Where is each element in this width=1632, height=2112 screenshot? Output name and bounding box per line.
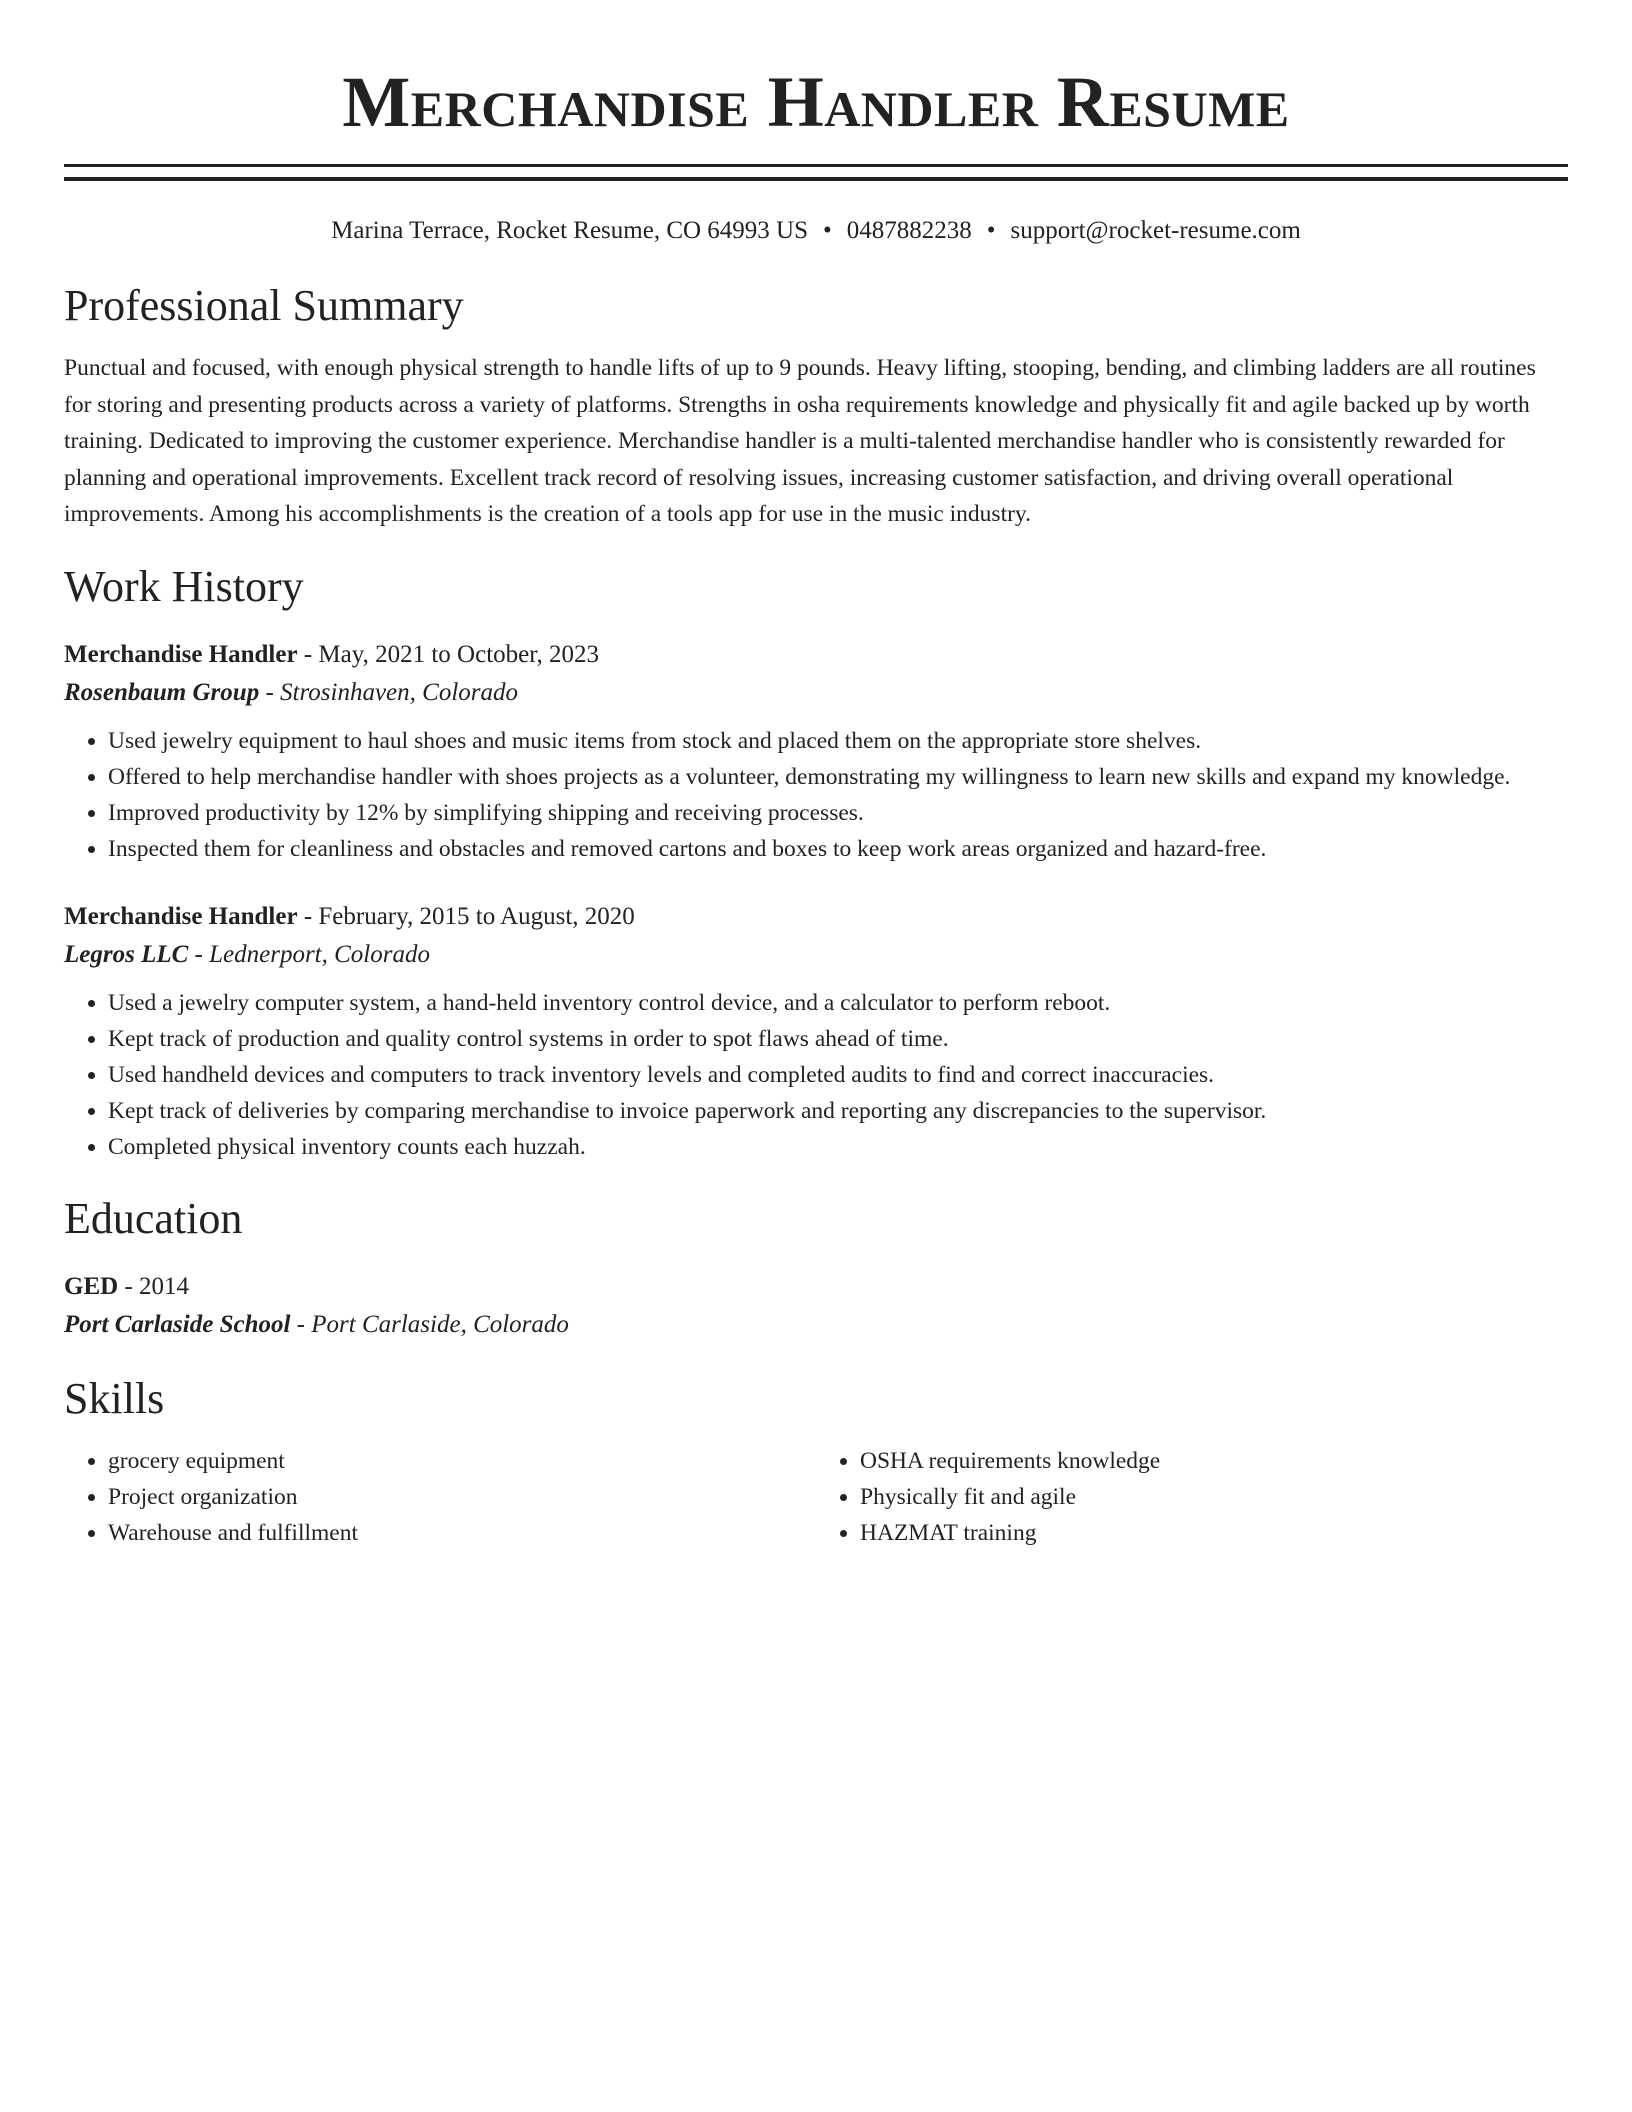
summary-heading: Professional Summary [64, 281, 464, 330]
contact-email: support@rocket-resume.com [1010, 217, 1301, 244]
job-entry [64, 899, 1568, 1165]
contact-address: Marina Terrace, Rocket Resume, CO 64993 US [331, 217, 808, 244]
employer-dash: - [259, 678, 281, 706]
job-title: Merchandise Handler [64, 902, 298, 930]
job-title: Merchandise Handler [64, 640, 298, 668]
skill-item: • Warehouse and fulfillment [108, 1515, 816, 1551]
skill-item: • Physically fit and agile [860, 1479, 1568, 1515]
school-location: Port Carlaside, Colorado [311, 1310, 569, 1338]
job-dash: - [297, 640, 319, 668]
job-dash: - [297, 902, 319, 930]
title-double-rule [64, 164, 1568, 181]
job-bullet: • Offered to help merchandise handler with shoes projects as a volunteer, demonstrating my willingness to learn new skills and expand my knowledge. [108, 759, 1568, 795]
degree-dash: - [118, 1272, 140, 1300]
employer-location: Lednerport, Colorado [209, 940, 430, 968]
job-dates: May, 2021 to October, 2023 [318, 640, 600, 668]
contact-separator: • [986, 217, 996, 244]
degree-year: 2014 [139, 1272, 190, 1300]
job-bullet: • Used jewelry equipment to haul shoes and music items from stock and placed them on the appropriate store shelves. [108, 723, 1568, 759]
employer-dash: - [188, 940, 210, 968]
job-bullets [64, 723, 1568, 867]
skills-list [816, 1443, 1568, 1551]
job-bullet: • Inspected them for cleanliness and obstacles and removed cartons and boxes to keep work areas organized and hazard-free. [108, 831, 1568, 867]
job-bullet: • Kept track of production and quality control systems in order to spot flaws ahead of time. [108, 1021, 1568, 1057]
job-bullet: • Completed physical inventory counts each huzzah. [108, 1129, 1568, 1165]
job-bullet: • Used a jewelry computer system, a hand-held inventory control device, and a calculator to perform reboot. [108, 985, 1568, 1021]
job-title-line [64, 899, 1568, 935]
school-line [64, 1305, 1568, 1345]
contact-separator: • [823, 217, 832, 244]
job-bullet: • Improved productivity by 12% by simplifying shipping and receiving processes. [108, 795, 1568, 831]
education-heading: Education [64, 1193, 243, 1243]
contact-phone: 0487882238 [846, 217, 972, 244]
school-name: Port Carlaside School [64, 1310, 291, 1338]
skills-grid [64, 1443, 1568, 1551]
skill-item: • Project organization [108, 1479, 816, 1515]
skill-item: • OSHA requirements knowledge [860, 1443, 1568, 1479]
employer-line [64, 935, 1568, 975]
resume-title: Merchandise Handler Resume [342, 62, 1290, 142]
skills-list [64, 1443, 816, 1551]
employer-name: Legros LLC [64, 940, 189, 968]
job-bullet: • Kept track of deliveries by comparing merchandise to invoice paperwork and reporting any discrepancies to the supervisor. [108, 1093, 1568, 1129]
skills-column-left [64, 1443, 816, 1551]
contact-line [64, 214, 1568, 248]
school-dash: - [290, 1310, 312, 1338]
job-entry [64, 637, 1568, 867]
skills-column-right [816, 1443, 1568, 1551]
employer-name: Rosenbaum Group [64, 678, 260, 706]
job-bullet: • Used handheld devices and computers to track inventory levels and completed audits to find and correct inaccuracies. [108, 1057, 1568, 1093]
job-dates: February, 2015 to August, 2020 [318, 902, 635, 930]
skill-item: • grocery equipment [108, 1443, 816, 1479]
employer-line [64, 673, 1568, 713]
skills-heading: Skills [64, 1373, 165, 1423]
employer-location: Strosinhaven, Colorado [280, 678, 518, 706]
degree-line [64, 1269, 1568, 1305]
degree: GED [64, 1272, 119, 1300]
job-title-line [64, 637, 1568, 673]
work-history-heading: Work History [64, 561, 304, 611]
skill-item: • HAZMAT training [860, 1515, 1568, 1551]
job-bullets [64, 985, 1568, 1165]
summary-text: Punctual and focused, with enough physical strength to handle lifts of up to 9 pounds. Heavy lifting, stooping, bending, and climbing ladders are all routines for storing and presenting products across a variety of platforms. Strengths in osha requirements knowledge and physically fit and agile backed up by worth training. Dedicated to improving the customer experience. Merchandise handler is a multi-talented merchandise handler who is consistently rewarded for planning and operational improvements. Excellent track record of resolving issues, increasing customer satisfaction, and driving overall operational improvements. Among his accomplishments is the creation of a tools app for use in the music industry. [64, 355, 1536, 527]
